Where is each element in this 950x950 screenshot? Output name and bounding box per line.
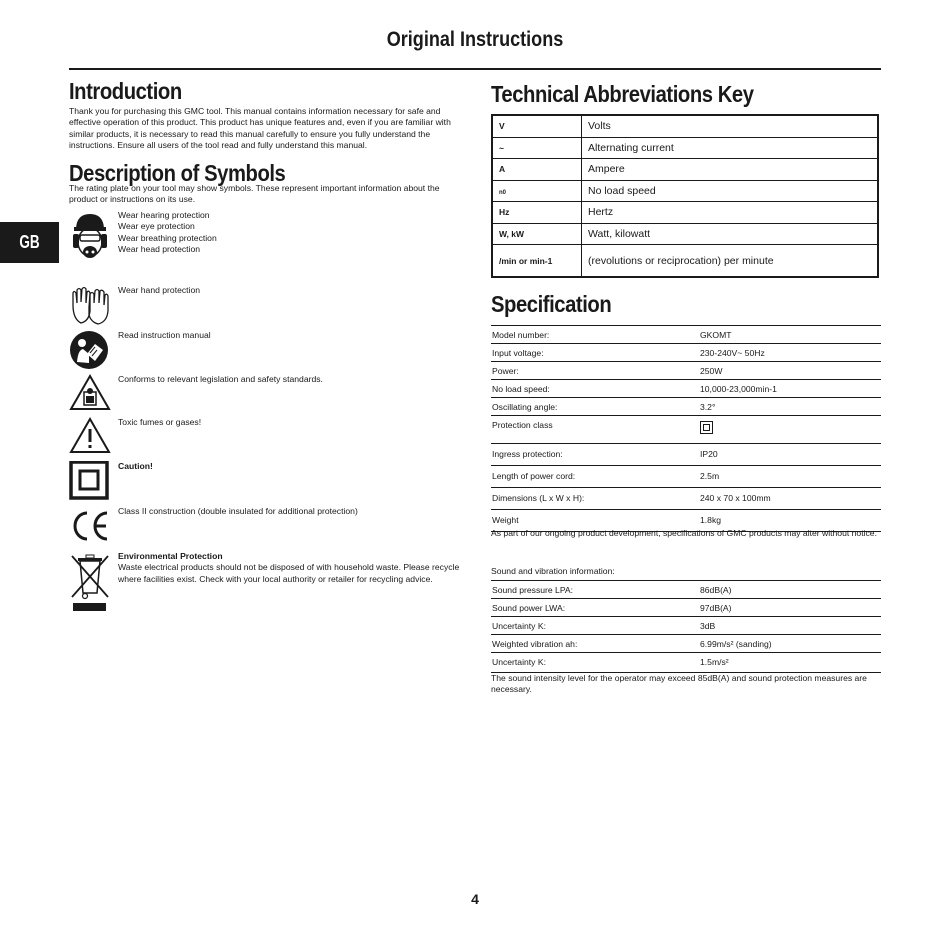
table-row [492, 202, 878, 224]
class2-text: Class II construction (double insulated for additional protection) [118, 506, 358, 516]
caution-text [118, 461, 463, 472]
spec-value: IP20 [700, 449, 718, 459]
abbr-key-n0: n0 [499, 189, 507, 196]
abbr-key: /min or min-1 [492, 245, 582, 278]
gloves-icon [69, 285, 111, 329]
sound-label: Uncertainty K: [492, 657, 546, 667]
symbols-heading: Description of Symbols [69, 160, 286, 186]
page-number: 4 [471, 891, 479, 907]
ppe-breathing: Wear breathing protection [118, 232, 217, 243]
sound-value: 3dB [700, 621, 716, 631]
specification-heading: Specification [491, 291, 612, 317]
spec-value: GKOMT [700, 330, 732, 340]
ppe-hearing: Wear hearing protection [118, 210, 210, 220]
table-row [491, 380, 881, 398]
table-row [491, 653, 881, 673]
spec-value [700, 421, 713, 436]
ppe-head: Wear head protection [118, 243, 201, 254]
spec-value: 230-240V~ 50Hz [700, 348, 765, 358]
table-row [492, 137, 878, 159]
conforms-text: Conforms to relevant legislation and safety standards. [118, 374, 323, 384]
sound-value: 97dB(A) [700, 603, 732, 613]
abbr-key: V [492, 115, 582, 137]
spec-label: Dimensions (L x W x H): [492, 493, 585, 503]
abbr-value: (revolutions or reciprocation) per minute [582, 245, 879, 278]
manual-icon [69, 330, 111, 374]
abbreviations-section [491, 81, 881, 107]
specification-note: As part of our ongoing product development, specifications of GMC products may alter without notice. [491, 528, 877, 538]
spec-label: Protection class [492, 420, 553, 430]
caution-label: Caution! [118, 461, 153, 471]
symbols-intro: The rating plate on your tool may show symbols. These represent important information about the product or instructions on its use. [69, 183, 440, 205]
sound-note: The sound intensity level for the operator may exceed 85dB(A) and sound protection measures are necessary. [491, 673, 867, 695]
table-row [491, 344, 881, 362]
table-row [491, 581, 881, 599]
specification-table [491, 325, 881, 532]
page-title: Original Instructions [386, 28, 564, 51]
introduction-section [69, 78, 461, 104]
abbr-value: Watt, kilowatt [582, 223, 879, 245]
abbr-value: Volts [582, 115, 879, 137]
spec-label: Oscillating angle: [492, 402, 558, 412]
spec-label: Ingress protection: [492, 449, 563, 459]
table-row [491, 466, 881, 488]
introduction-heading: Introduction [69, 78, 182, 104]
abbr-key: ~ [492, 137, 582, 159]
table-row [491, 398, 881, 416]
manual-text: Read instruction manual [118, 330, 211, 340]
sound-table [491, 580, 881, 673]
table-row [491, 444, 881, 466]
sound-value: 1.5m/s² [700, 657, 729, 667]
spec-value: 1.8kg [700, 515, 722, 525]
spec-value: 2.5m [700, 471, 720, 481]
table-row [491, 416, 881, 444]
abbr-value: Alternating current [582, 137, 879, 159]
abbreviations-table [491, 114, 879, 278]
table-row [491, 635, 881, 653]
table-row [491, 488, 881, 510]
toxic-text: Toxic fumes or gases! [118, 417, 202, 427]
ce-mark-icon [69, 506, 111, 550]
spec-label: No load speed: [492, 384, 550, 394]
abbr-key [492, 180, 582, 202]
spec-label: Power: [492, 366, 519, 376]
weee-title: Environmental Protection [118, 551, 223, 561]
table-row [492, 115, 878, 137]
warning-triangle-icon [69, 374, 111, 418]
abbr-value: Ampere [582, 159, 879, 181]
sound-heading: Sound and vibration information: [491, 566, 615, 576]
sound-label: Sound pressure LPA: [492, 585, 574, 595]
table-row [492, 245, 878, 278]
ppe-text [118, 210, 463, 255]
spec-value: 10,000-23,000min-1 [700, 384, 777, 394]
abbr-value: No load speed [582, 180, 879, 202]
spec-value: 240 x 70 x 100mm [700, 493, 771, 503]
specification-section [491, 291, 881, 317]
table-row [491, 617, 881, 635]
weee-bin-icon [69, 551, 111, 595]
abbr-value: Hertz [582, 202, 879, 224]
table-row [492, 159, 878, 181]
introduction-text: Thank you for purchasing this GMC tool. This manual contains information necessary for safe and effective operation of this product. This product has unique features and, even if you are familiar with similar products, it is necessary to read this manual carefully to ensure you fully understand the instructions. Ensure all users of the tool read and fully understand this manual. [69, 106, 451, 150]
spec-label: Model number: [492, 330, 550, 340]
language-tab-label: GB [19, 232, 40, 252]
sound-value: 6.99m/s² (sanding) [700, 639, 772, 649]
class-ii-icon [69, 461, 111, 505]
abbr-key: A [492, 159, 582, 181]
language-tab [0, 222, 59, 263]
table-row [491, 326, 881, 344]
abbr-key: Hz [492, 202, 582, 224]
sound-label: Sound power LWA: [492, 603, 566, 613]
table-row [492, 180, 878, 202]
class-ii-small-icon [700, 421, 713, 434]
sound-label: Weighted vibration ah: [492, 639, 578, 649]
spec-label: Input voltage: [492, 348, 544, 358]
table-row [492, 223, 878, 245]
abbr-key: W, kW [492, 223, 582, 245]
sound-value: 86dB(A) [700, 585, 732, 595]
spec-label: Length of power cord: [492, 471, 576, 481]
table-row [491, 362, 881, 380]
ppe-head-icon [69, 210, 111, 254]
spec-value: 3.2° [700, 402, 716, 412]
abbreviations-heading: Technical Abbreviations Key [491, 81, 754, 107]
spec-label: Weight [492, 515, 519, 525]
spec-value: 250W [700, 366, 723, 376]
ppe-eye: Wear eye protection [118, 221, 195, 232]
toxic-warning-icon [69, 417, 111, 461]
table-row [491, 599, 881, 617]
sound-label: Uncertainty K: [492, 621, 546, 631]
weee-text [118, 551, 463, 585]
gloves-text: Wear hand protection [118, 285, 201, 295]
weee-description: Waste electrical products should not be disposed of with household waste. Please recycle where facilities exist. Check with your local authority or retailer for recycling advice. [118, 562, 460, 584]
title-divider [69, 68, 881, 70]
